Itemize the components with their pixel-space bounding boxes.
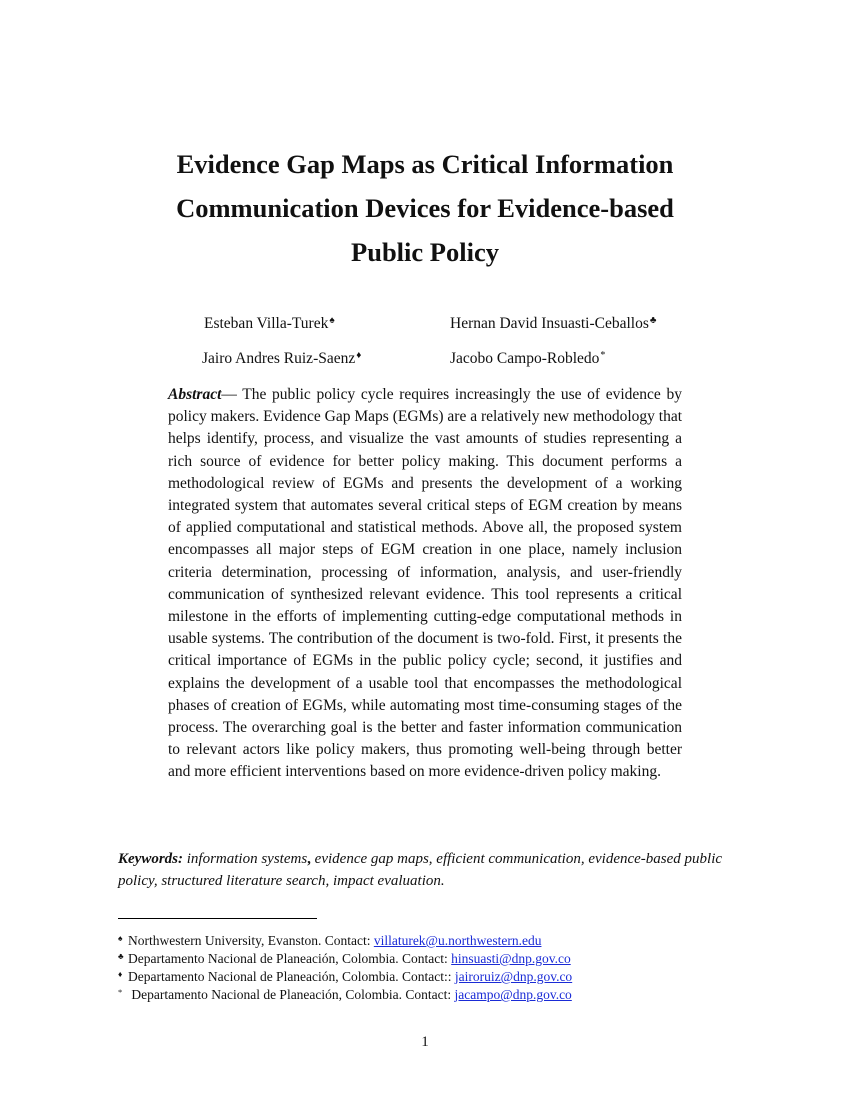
footnote-divider <box>118 918 317 919</box>
asterisk-icon: * <box>118 987 123 997</box>
spade-icon: ♠ <box>329 315 335 326</box>
author-name: Hernan David Insuasti-Ceballos <box>450 315 649 332</box>
abstract-label: Abstract <box>168 386 222 403</box>
title-line-1: Evidence Gap Maps as Critical Information <box>176 149 674 179</box>
footnote-text: Departamento Nacional de Planeación, Colombia. Contact: <box>128 951 452 966</box>
keywords-rest: evidence gap maps, efficient communication, evidence-based public policy, structured literature search, impact evaluation. <box>118 851 723 889</box>
asterisk-icon: * <box>600 350 606 361</box>
keywords-label: Keywords: <box>118 851 183 867</box>
author-2 <box>450 311 656 334</box>
abstract-text: The public policy cycle requires increasingly the use of evidence by policy makers. Evidence Gap Maps (EGMs) are a relatively new methodology that helps identify, process, and visualize the vast amounts of studies representing a rich source of evidence for better policy making. This document performs a methodological review of EGMs and presents the development of a working integrated system that automates several critical steps of EGM creation by means of applied computational and statistical methods. Above all, the proposed system encompasses all major steps of EGM creation in one place, namely inclusion criteria determination, processing of information, analysis, and user-friendly communication of synthesized relevant evidence. This tool represents a critical milestone in the efforts of implementing cutting-edge computational methods in usable systems. The contribution of the document is two-fold. First, it presents the critical importance of EGMs in the public policy cycle; second, it justifies and explains the development of a usable tool that encompasses the methodological phases of creation of EGMs, while automating most time-consuming stages of the process. The overarching goal is the better and faster information communication to relevant actors like policy makers, thus promoting well-being through better and more efficient interventions based on more evidence-driven policy making. <box>168 386 682 781</box>
author-1 <box>204 311 335 334</box>
author-name: Jacobo Campo-Robledo <box>450 350 600 367</box>
abstract-dash: — <box>221 386 243 403</box>
title-line-2: Communication Devices for Evidence-based <box>176 193 674 223</box>
email-link[interactable]: villaturek@u.northwestern.edu <box>373 933 542 948</box>
spade-icon: ♠ <box>118 933 123 943</box>
diamond-icon: ♦ <box>118 969 123 979</box>
keyword-comma: , <box>307 851 311 867</box>
diamond-icon: ♦ <box>356 350 362 361</box>
author-name: Jairo Andres Ruiz-Saenz <box>202 350 356 367</box>
club-icon: ♣ <box>649 315 657 326</box>
email-link[interactable]: jacampo@dnp.gov.co <box>454 987 572 1002</box>
email-link[interactable]: jairoruiz@dnp.gov.co <box>454 969 573 984</box>
keywords <box>118 848 734 892</box>
title-line-3: Public Policy <box>351 237 499 267</box>
footnote-text: Departamento Nacional de Planeación, Colombia. Contact: <box>128 987 455 1002</box>
email-link[interactable]: hinsuasti@dnp.gov.co <box>451 951 571 966</box>
club-icon: ♣ <box>118 951 124 961</box>
keyword-first: information systems <box>186 851 308 867</box>
abstract <box>168 384 682 784</box>
footnote-text: Departamento Nacional de Planeación, Colombia. Contact:: <box>128 969 455 984</box>
page-number: 1 <box>421 1034 429 1050</box>
footnote-4 <box>118 983 572 1004</box>
footnote-text: Northwestern University, Evanston. Contact: <box>128 933 374 948</box>
author-4 <box>450 346 605 369</box>
author-name: Esteban Villa-Turek <box>204 315 329 332</box>
paper-title <box>0 142 850 274</box>
author-3 <box>202 346 361 369</box>
